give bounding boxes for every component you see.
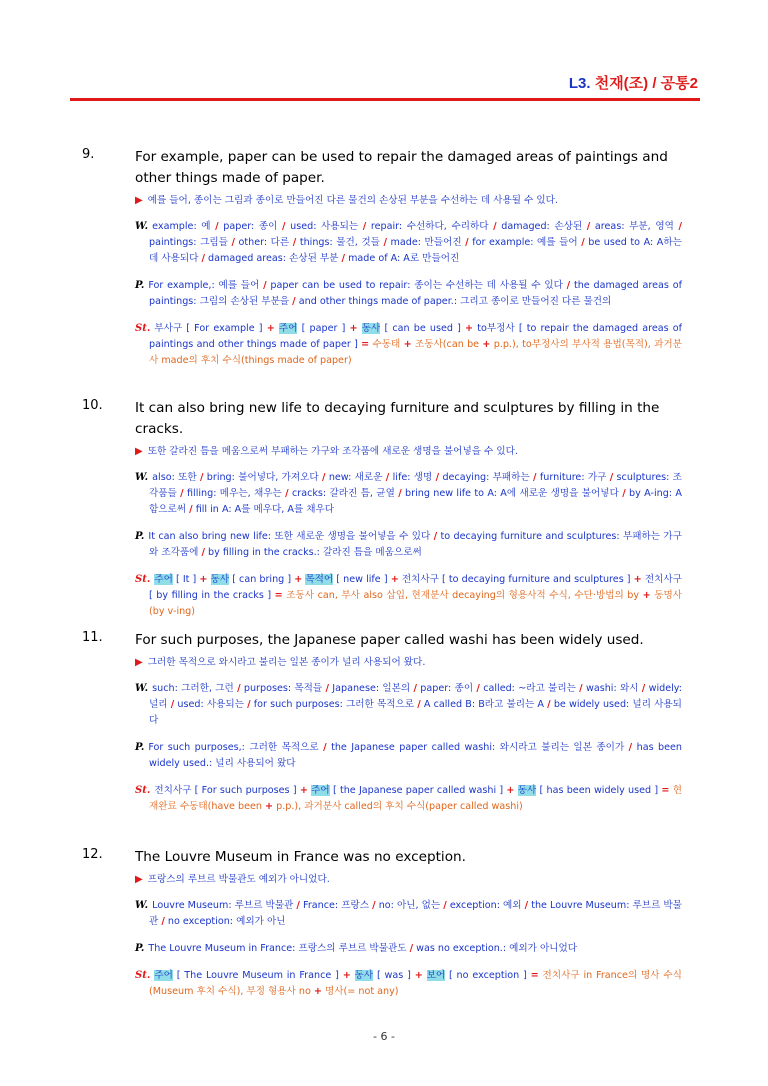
structure-block: St. 전치사구 [ For such purposes ] + 주어 [ the Japanese paper called washi ] + 동사 [ has been widely used ] = 현재완료 수동태(have been + p.p.), 과거분사 called의 후치 수식(paper called washi) (135, 785, 682, 812)
item-number: 10. (82, 398, 103, 413)
item-9 (82, 147, 682, 369)
item-number: 11. (82, 630, 103, 645)
words-block: W. Louvre Museum: 루브르 박물관 / France: 프랑스 / no: 아닌, 없는 / exception: 예외 / the Louvre Museum: 루브르 박물관 / no exception: 예외가 아닌 (135, 900, 682, 927)
words-tag: W. (135, 221, 149, 232)
english-sentence: It can also bring new life to decaying furniture and sculptures by filling in the cracks. (135, 400, 660, 437)
structure-tag: St. (135, 323, 151, 334)
structure-block: St. 부사구 [ For example ] + 주어 [ paper ] + 동사 [ can be used ] + to부정사 [ to repair the damaged areas of paintings and other things made of paper ] = 수동태 + 조동사(can be + p.p.), to부정사의 부사적 용법(목적), 과거분사 made의 후치 수식(things made of paper) (135, 323, 683, 366)
phrases-block: P. It can also bring new life: 또한 새로운 생명을 불어넣을 수 있다 / to decaying furniture and sculptures: 부패하는 가구와 조각품에 / by filling in the cracks.: 갈라진 틈을 메움으로써 (135, 531, 682, 558)
item-10 (82, 398, 682, 620)
structure-block: St. 주어 [ It ] + 동사 [ can bring ] + 목적어 [ new life ] + 전치사구 [ to decaying furniture and sculptures ] + 전치사구 [ by filling in the cracks ] = 조동사 can, 부사 also 삽입, 현재분사 decaying의 형용사적 수식, 수단·방법의 by + 동명사(by v-ing) (135, 574, 682, 617)
phrases-block: P. For example,: 예를 들어 / paper can be used to repair: 종이는 수선하는 데 사용될 수 있다 / the damaged areas of paintings: 그림의 손상된 부분을 / and other things made of paper.: 그리고 종이로 만들어진 다른 물건의 (135, 280, 682, 307)
lesson-label: L3. (568, 75, 591, 92)
page-header (569, 72, 698, 93)
words-block: W. such: 그러한, 그런 / purposes: 목적들 / Japanese: 일본의 / paper: 종이 / called: ~라고 불리는 / washi: 와시 / widely: 널리 / used: 사용되는 / for such purposes: 그러한 목적으로 / A called B: B라고 불리는 A / be widely used: 널리 사용되다 (135, 683, 682, 726)
page-number: - 6 - (373, 1030, 395, 1043)
english-sentence: For example, paper can be used to repair the damaged areas of paintings and other things made of paper. (135, 149, 668, 186)
item-number: 9. (82, 147, 95, 162)
words-tag: W. (135, 472, 149, 483)
arrow-icon: ▶ (135, 195, 143, 206)
structure-tag: St. (135, 574, 151, 585)
structure-tag: St. (135, 785, 151, 796)
english-sentence: The Louvre Museum in France was no exception. (135, 849, 466, 865)
structure-tag: St. (135, 970, 151, 981)
arrow-icon: ▶ (135, 657, 143, 668)
arrow-icon: ▶ (135, 446, 143, 457)
words-block: W. example: 예 / paper: 종이 / used: 사용되는 / repair: 수선하다, 수리하다 / damaged: 손상된 / areas: 부분, 영역 / paintings: 그림들 / other: 다른 / things: 물건, 것들 / made: 만들어진 / for example: 예를 들어 / be used to A: A하는 데 사용되다 / damaged areas: 손상된 부분 / made of A: A로 만들어진 (135, 221, 682, 264)
korean-translation: ▶ 예를 들어, 종이는 그림과 종이로 만들어진 다른 물건의 손상된 부분을 수선하는 데 사용될 수 있다. (135, 195, 558, 206)
item-number: 12. (82, 847, 103, 862)
korean-translation: ▶ 그러한 목적으로 와시라고 불리는 일본 종이가 널리 사용되어 왔다. (135, 657, 426, 668)
header-rule (70, 98, 700, 101)
phrases-block: P. For such purposes,: 그러한 목적으로 / the Japanese paper called washi: 와시라고 불리는 일본 종이가 / has been widely used.: 널리 사용되어 왔다 (135, 742, 683, 769)
korean-translation: ▶ 프랑스의 루브르 박물관도 예외가 아니었다. (135, 874, 330, 885)
english-sentence: For such purposes, the Japanese paper called washi has been widely used. (135, 632, 644, 648)
phrases-tag: P. (135, 742, 145, 753)
words-tag: W. (135, 900, 149, 911)
phrases-block: P. The Louvre Museum in France: 프랑스의 루브르 박물관도 / was no exception.: 예외가 아니었다 (135, 943, 578, 954)
arrow-icon: ▶ (135, 874, 143, 885)
structure-block: St. 주어 [ The Louvre Museum in France ] + 동사 [ was ] + 보어 [ no exception ] = 전치사구 in France의 명사 수식(Museum 후치 수식), 부정 형용사 no + 명사(= not any) (135, 970, 682, 997)
words-block: W. also: 또한 / bring: 불어넣다, 가져오다 / new: 새로운 / life: 생명 / decaying: 부패하는 / furniture: 가구 / sculptures: 조각품들 / filling: 메우는, 채우는 / cracks: 갈라진 틈, 균열 / bring new life to A: A에 새로운 생명을 불어넣다 / by A-ing: A함으로써 / fill in A: A를 메우다, A를 채우다 (135, 472, 682, 515)
words-tag: W. (135, 683, 149, 694)
item-11 (82, 630, 682, 815)
phrases-tag: P. (135, 531, 145, 542)
publisher-label: 천재(조) / 공통2 (594, 75, 698, 92)
korean-translation: ▶ 또한 갈라진 틈을 메움으로써 부패하는 가구와 조각품에 새로운 생명을 불어넣을 수 있다. (135, 446, 518, 457)
item-12 (82, 847, 682, 1000)
phrases-tag: P. (135, 280, 145, 291)
phrases-tag: P. (135, 943, 145, 954)
